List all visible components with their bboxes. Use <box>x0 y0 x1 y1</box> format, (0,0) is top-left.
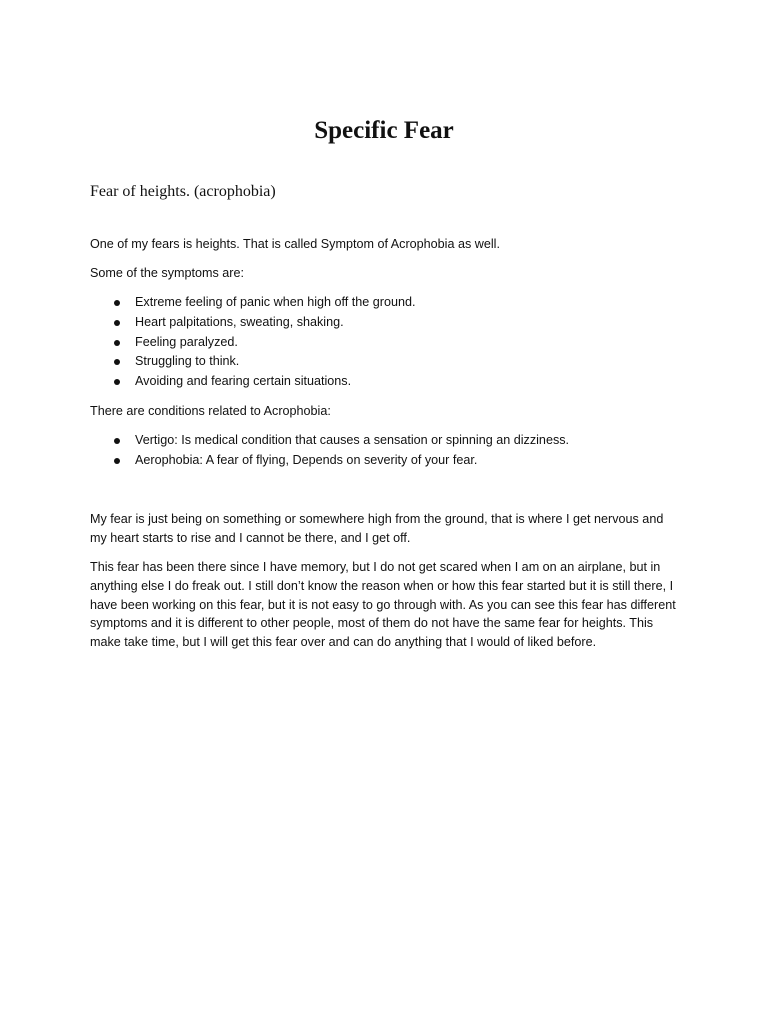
list-item <box>90 431 680 451</box>
list-item <box>90 313 680 333</box>
list-item <box>90 293 680 313</box>
list-item-text: Heart palpitations, sweating, shaking. <box>135 314 344 329</box>
list-item <box>90 372 680 392</box>
bullet-icon <box>114 340 120 346</box>
list-item <box>90 333 680 353</box>
bullet-icon <box>114 320 120 326</box>
bullet-icon <box>114 438 120 444</box>
bullet-icon <box>114 379 120 385</box>
bullet-icon <box>114 359 120 365</box>
bullet-icon <box>114 458 120 464</box>
list-item-text: Avoiding and fearing certain situations. <box>135 374 352 388</box>
intro-paragraph: One of my fears is heights. That is called Symptom of Acrophobia as well. <box>90 237 500 251</box>
list-item-text: Feeling paralyzed. <box>135 334 238 349</box>
conditions-list <box>90 431 680 471</box>
list-item-text: Vertigo: Is medical condition that causes a sensation or spinning an dizziness. <box>135 433 570 447</box>
document-subtitle: Fear of heights. (acrophobia) <box>90 183 276 200</box>
document-title: Specific Fear <box>314 117 454 144</box>
list-item <box>90 451 680 471</box>
bullet-icon <box>114 300 120 306</box>
list-item-text: Struggling to think. <box>135 354 240 369</box>
symptoms-lead: Some of the symptoms are: <box>90 266 244 280</box>
paragraph-fear-history: This fear has been there since I have memory, but I do not get scared when I am on an airplane, but in anything else I do freak out. I still don’t know the reason when or how this fear started but it is still there, I have been working on this fear, but it is not easy to go through with. As you can see this fear has different symptoms and it is different to other people, most of them do not have the same fear for heights. This make take time, but I will get this fear over and can do anything that I would of liked before. <box>90 560 676 650</box>
list-item <box>90 352 680 372</box>
list-item-text: Extreme feeling of panic when high off the ground. <box>135 295 416 309</box>
paragraph-fear-description: My fear is just being on something or somewhere high from the ground, that is where I get nervous and my heart starts to rise and I cannot be there, and I get off. <box>90 512 664 545</box>
conditions-lead: There are conditions related to Acrophobia: <box>90 404 331 418</box>
symptoms-list <box>90 293 680 392</box>
list-item-text: Aerophobia: A fear of flying, Depends on severity of your fear. <box>135 452 478 467</box>
